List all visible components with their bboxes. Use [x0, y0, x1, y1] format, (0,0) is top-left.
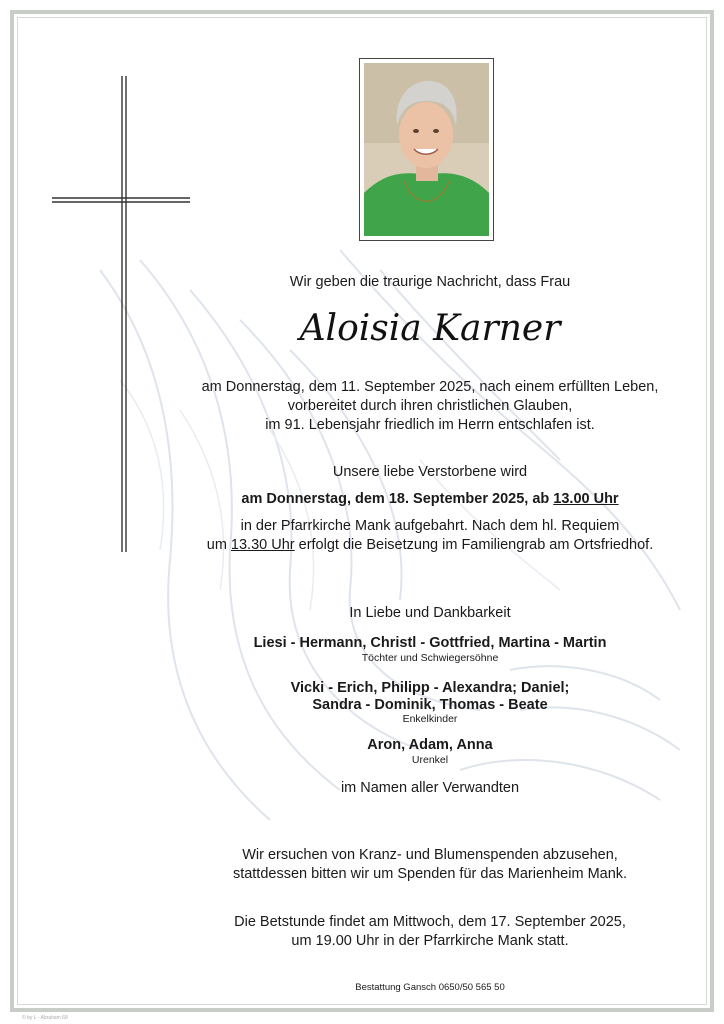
mourners-group-3-role: Urenkel [411, 754, 449, 766]
corner-note: © by L - Abraham 68 [22, 1015, 68, 1021]
funeral-line: in der Pfarrkirche Mank aufgebahrt. Nach dem hl. Requiem [240, 518, 620, 534]
portrait-frame [359, 58, 494, 241]
request-line: Wir ersuchen von Kranz- und Blumenspenden abzusehen, [242, 847, 618, 863]
mourners-group-2a: Vicki - Erich, Philipp - Alexandra; Daniel; [290, 680, 570, 696]
funeral-date [180, 490, 680, 509]
funeral-time: 13.00 Uhr [553, 491, 619, 507]
mourners-heading: In Liebe und Dankbarkeit [349, 605, 511, 621]
funeral-details [180, 517, 680, 555]
mourners-group-2-role: Enkelkinder [402, 713, 458, 725]
mourners-group-1-role: Töchter und Schwiegersöhne [361, 652, 499, 664]
death-line: im 91. Lebensjahr friedlich im Herrn entschlafen ist. [265, 417, 595, 433]
mourners-group-1: Liesi - Hermann, Christl - Gottfried, Martina - Martin [253, 635, 607, 651]
prayer-line: Die Betstunde findet am Mittwoch, dem 17. September 2025, [234, 914, 626, 930]
funeral-intro: Unsere liebe Verstorbene wird [332, 464, 528, 480]
donation-request [180, 846, 680, 884]
prayer-notice [180, 913, 680, 951]
portrait-photo [364, 63, 489, 236]
death-notice [180, 378, 680, 435]
funeral-date-text: am Donnerstag, dem 18. September 2025, ab [241, 491, 554, 507]
funeral-line-pre: um [206, 537, 231, 553]
prayer-line: um 19.00 Uhr in der Pfarrkirche Mank statt. [291, 933, 569, 949]
death-line: vorbereitet durch ihren christlichen Glauben, [287, 398, 573, 414]
burial-time: 13.30 Uhr [230, 537, 295, 553]
mourners-group-3: Aron, Adam, Anna [367, 737, 493, 753]
funeral-line [180, 536, 680, 555]
mourners-closing: im Namen aller Verwandten [340, 780, 520, 796]
request-line: stattdessen bitten wir um Spenden für das Marienheim Mank. [232, 866, 628, 882]
funeral-home-footer: Bestattung Gansch 0650/50 565 50 [355, 982, 505, 993]
death-line: am Donnerstag, dem 11. September 2025, nach einem erfüllten Leben, [201, 379, 659, 395]
intro-text: Wir geben die traurige Nachricht, dass Frau [289, 274, 571, 290]
deceased-name: Aloisia Karner [299, 308, 561, 349]
funeral-line-post: erfolgt die Beisetzung im Familiengrab am Ortsfriedhof. [294, 537, 654, 553]
mourners-group-2b: Sandra - Dominik, Thomas - Beate [312, 697, 548, 713]
